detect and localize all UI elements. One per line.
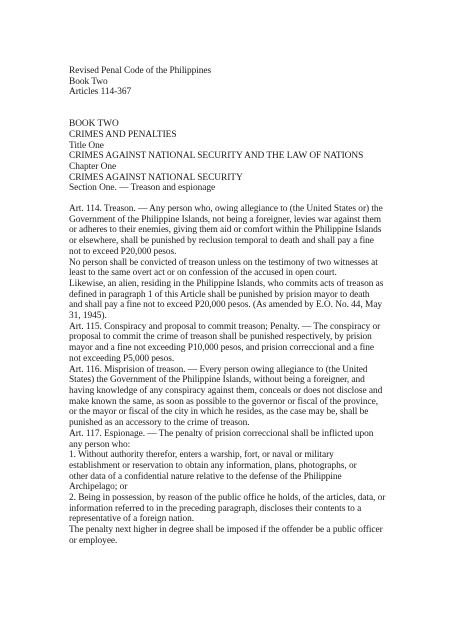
body-line: not to exceed P20,000 pesos. (69, 246, 177, 257)
body-line: Art. 115. Conspiracy and proposal to commit treason; Penalty. — The conspiracy or (69, 321, 381, 332)
body-line: defined in paragraph 1 of this Article shall be punished by prision mayor to death (69, 289, 370, 300)
heading-line: Chapter One (69, 161, 117, 172)
body-line: mayor and a fine not exceeding P10,000 pesos, and prision correccional and a fine (69, 343, 374, 354)
heading-line: CRIMES AGAINST NATIONAL SECURITY AND THE LAW OF NATIONS (69, 151, 364, 162)
body-line: No person shall be convicted of treason unless on the testimony of two witnesses at (69, 257, 378, 268)
heading-line: Title One (69, 140, 104, 151)
body-line: Art. 117. Espionage. — The penalty of prision correccional shall be inflicted upon (69, 428, 374, 439)
body-line: information referred to in the preceding paragraph, discloses their contents to a (69, 503, 362, 514)
body-line: establishment or reservation to obtain any information, plans, photographs, or (69, 460, 357, 471)
body-line: representative of a foreign nation. (69, 514, 195, 525)
body-line: any person who: (69, 439, 131, 450)
body-line: or employee. (69, 535, 118, 546)
body-line: or elsewhere, shall be punished by reclusion temporal to death and shall pay a fine (69, 236, 374, 247)
document-title-block (69, 66, 454, 98)
body-line: or adheres to their enemies, giving them aid or comfort within the Philippine Islands (69, 225, 382, 236)
body-line: make known the same, as soon as possible to the governor or fiscal of the province, (69, 396, 379, 407)
body-line: least to the same overt act or on confession of the accused in open court. (69, 268, 337, 279)
heading-line: Section One. — Treason and espionage (69, 183, 216, 194)
body-line: Art. 114. Treason. — Any person who, owing allegiance to (the United States or) the (69, 204, 383, 215)
book-heading-block (69, 119, 454, 194)
body-line: 1. Without authority therefor, enters a warship, fort, or naval or military (69, 450, 334, 461)
body-line: proposal to commit the crime of treason shall be punished respectively, by prision (69, 332, 372, 343)
body-line: Government of the Philippine Islands, not being a foreigner, levies war against them (69, 214, 382, 225)
title-line: Articles 114-367 (69, 87, 132, 98)
body-line: not exceeding P5,000 pesos. (69, 353, 175, 364)
body-line: 2. Being in possession, by reason of the public office he holds, of the articles, data, or (69, 493, 386, 504)
body-line: Likewise, an alien, residing in the Philippine Islands, who commits acts of treason as (69, 278, 384, 289)
body-line: Art. 116. Misprision of treason. — Every person owing allegiance to (the United (69, 364, 368, 375)
body-line: and shall pay a fine not to exceed P20,000 pesos. (As amended by E.O. No. 44, May (69, 300, 383, 311)
heading-line: CRIMES AND PENALTIES (69, 129, 177, 140)
body-line: The penalty next higher in degree shall be imposed if the offender be a public officer (69, 525, 383, 536)
body-line: 31, 1945). (69, 311, 107, 322)
articles-body (69, 204, 454, 547)
title-line: Book Two (69, 76, 108, 87)
body-line: having knowledge of any conspiracy against them, conceals or does not disclose and (69, 385, 383, 396)
body-line: or the mayor or fiscal of the city in which he resides, as the case may be, shall be (69, 407, 369, 418)
heading-line: BOOK TWO (69, 119, 119, 130)
body-line: other data of a confidential nature relative to the defense of the Philippine (69, 471, 342, 482)
body-line: Archipelago; or (69, 482, 128, 493)
title-line: Revised Penal Code of the Philippines (69, 66, 212, 76)
body-line: punished as an accessory to the crime of treason. (69, 418, 250, 429)
heading-line: CRIMES AGAINST NATIONAL SECURITY (69, 172, 243, 183)
body-line: States) the Government of the Philippine Islands, without being a foreigner, and (69, 375, 365, 386)
